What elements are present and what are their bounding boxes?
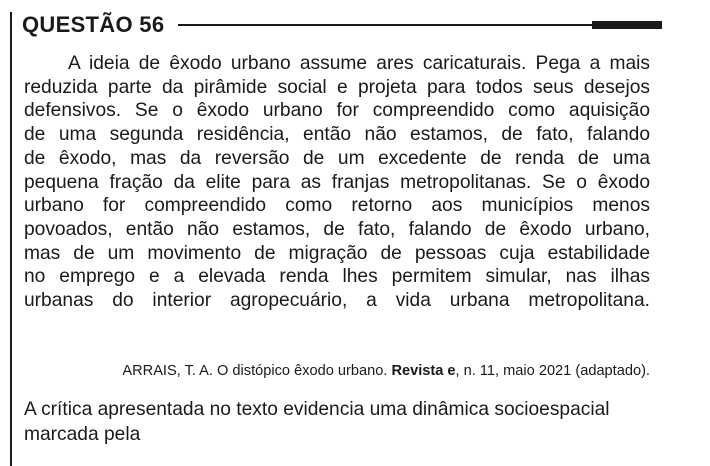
citation-details: , n. 11, maio 2021 (adaptado). <box>455 363 650 379</box>
passage-line: no emprego e a elevada renda lhes permitem simular, nas ilhas <box>24 266 650 288</box>
question-stem <box>24 398 658 447</box>
question-header <box>22 10 662 40</box>
passage-line: urbanas do interior agropecuário, a vida urbana metropolitana. <box>24 290 650 312</box>
citation-author-title: ARRAIS, T. A. O distópico êxodo urbano. <box>122 363 392 379</box>
passage-line: de uma segunda residência, então não estamos, de fato, falando <box>24 124 650 146</box>
passage-line: povoados, então não estamos, de fato, falando de êxodo urbano, <box>24 218 650 240</box>
header-rule-thin <box>178 24 662 26</box>
citation-journal: Revista e <box>391 363 456 379</box>
header-rule <box>178 20 662 30</box>
question-line: A crítica apresentada no texto evidencia uma dinâmica socioespacial <box>24 399 610 420</box>
source-citation <box>24 363 650 379</box>
passage-line: mas de um movimento de migração de pessoas cuja estabilidade <box>24 242 650 264</box>
passage-line: pequena fração da elite para as franjas metropolitanas. Se o êxodo <box>24 171 650 193</box>
passage-line: reduzida parte da pirâmide social e projeta para todos seus desejos <box>24 76 650 98</box>
header-rule-thick <box>592 21 662 29</box>
question-number: QUESTÃO 56 <box>22 12 165 37</box>
left-margin-rule <box>10 12 12 466</box>
passage-line: urbano for compreendido como retorno aos municípios menos <box>24 195 650 217</box>
passage-line: A ideia de êxodo urbano assume ares caricaturais. Pega a mais <box>68 53 650 74</box>
passage-line: de êxodo, mas da reversão de um excedente de renda de uma <box>24 147 650 169</box>
question-line: marcada pela <box>24 423 141 445</box>
passage-text <box>24 52 650 313</box>
passage-line: defensivos. Se o êxodo urbano for compreendido como aquisição <box>24 100 650 122</box>
